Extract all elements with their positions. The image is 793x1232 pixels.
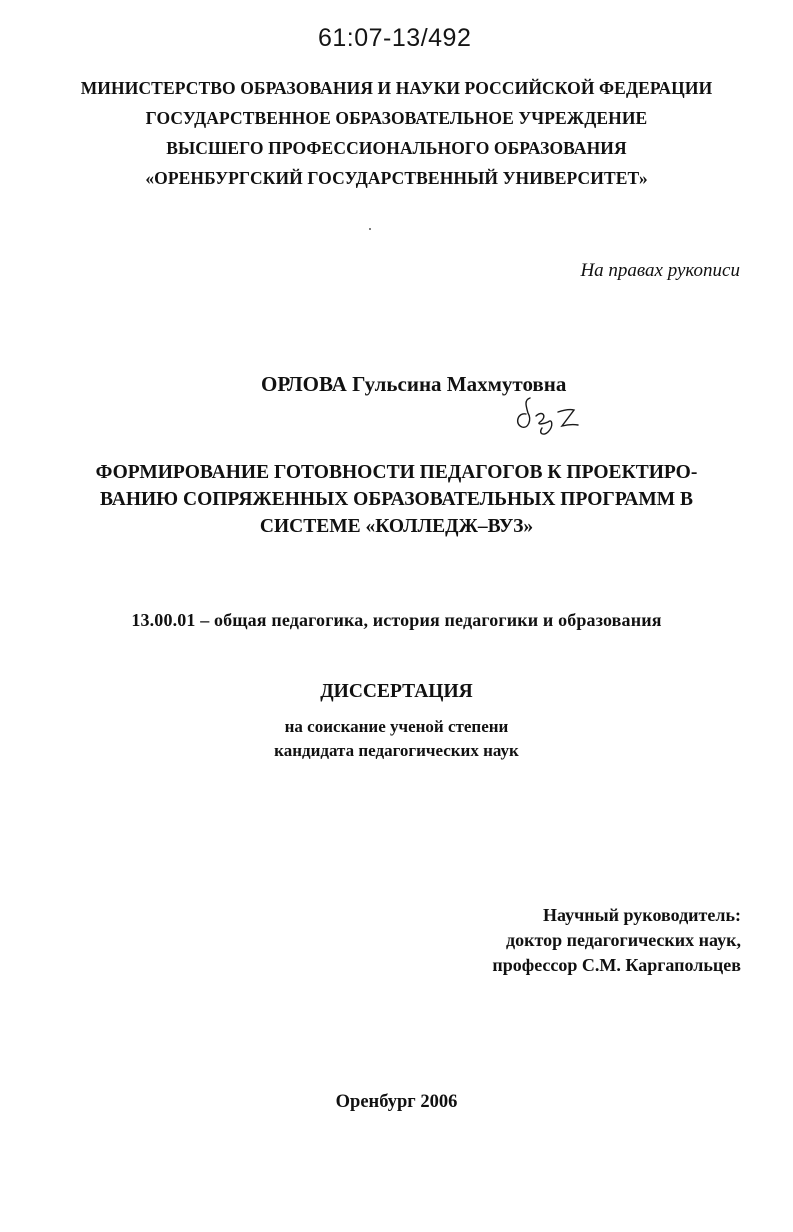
- handwritten-initials-signature: [508, 394, 598, 440]
- dissertation-title-line-1: ФОРМИРОВАНИЕ ГОТОВНОСТИ ПЕДАГОГОВ К ПРОЕКТИРО-: [95, 462, 698, 483]
- author-name: ОРЛОВА Гульсина Махмутовна: [261, 372, 567, 396]
- scan-dot-mark: [369, 228, 371, 230]
- institution-line-ministry: МИНИСТЕРСТВО ОБРАЗОВАНИЯ И НАУКИ РОССИЙСКОЙ ФЕДЕРАЦИИ: [80, 78, 713, 98]
- archive-code: 61:07-13/492: [318, 24, 472, 52]
- degree-line-1: на соискание ученой степени: [284, 717, 509, 736]
- document-type: ДИССЕРТАЦИЯ: [320, 681, 473, 702]
- dissertation-title-line-2: ВАНИЮ СОПРЯЖЕННЫХ ОБРАЗОВАТЕЛЬНЫХ ПРОГРАММ В: [99, 489, 694, 510]
- specialty-code: 13.00.01 – общая педагогика, история педагогики и образования: [131, 610, 662, 630]
- degree-line-2: кандидата педагогических наук: [274, 741, 519, 760]
- dissertation-title-line-3: СИСТЕМЕ «КОЛЛЕДЖ–ВУЗ»: [259, 516, 534, 537]
- supervisor-name: профессор С.М. Каргапольцев: [492, 955, 741, 975]
- institution-line-university: «ОРЕНБУРГСКИЙ ГОСУДАРСТВЕННЫЙ УНИВЕРСИТЕТ»: [145, 168, 648, 188]
- manuscript-note: На правах рукописи: [580, 260, 740, 281]
- city-year: Оренбург 2006: [335, 1092, 458, 1112]
- supervisor-degree: доктор педагогических наук,: [505, 930, 741, 950]
- institution-line-state: ГОСУДАРСТВЕННОЕ ОБРАЗОВАТЕЛЬНОЕ УЧРЕЖДЕНИЕ: [145, 108, 648, 128]
- institution-line-higher: ВЫСШЕГО ПРОФЕССИОНАЛЬНОГО ОБРАЗОВАНИЯ: [166, 138, 627, 158]
- supervisor-label: Научный руководитель:: [543, 905, 741, 925]
